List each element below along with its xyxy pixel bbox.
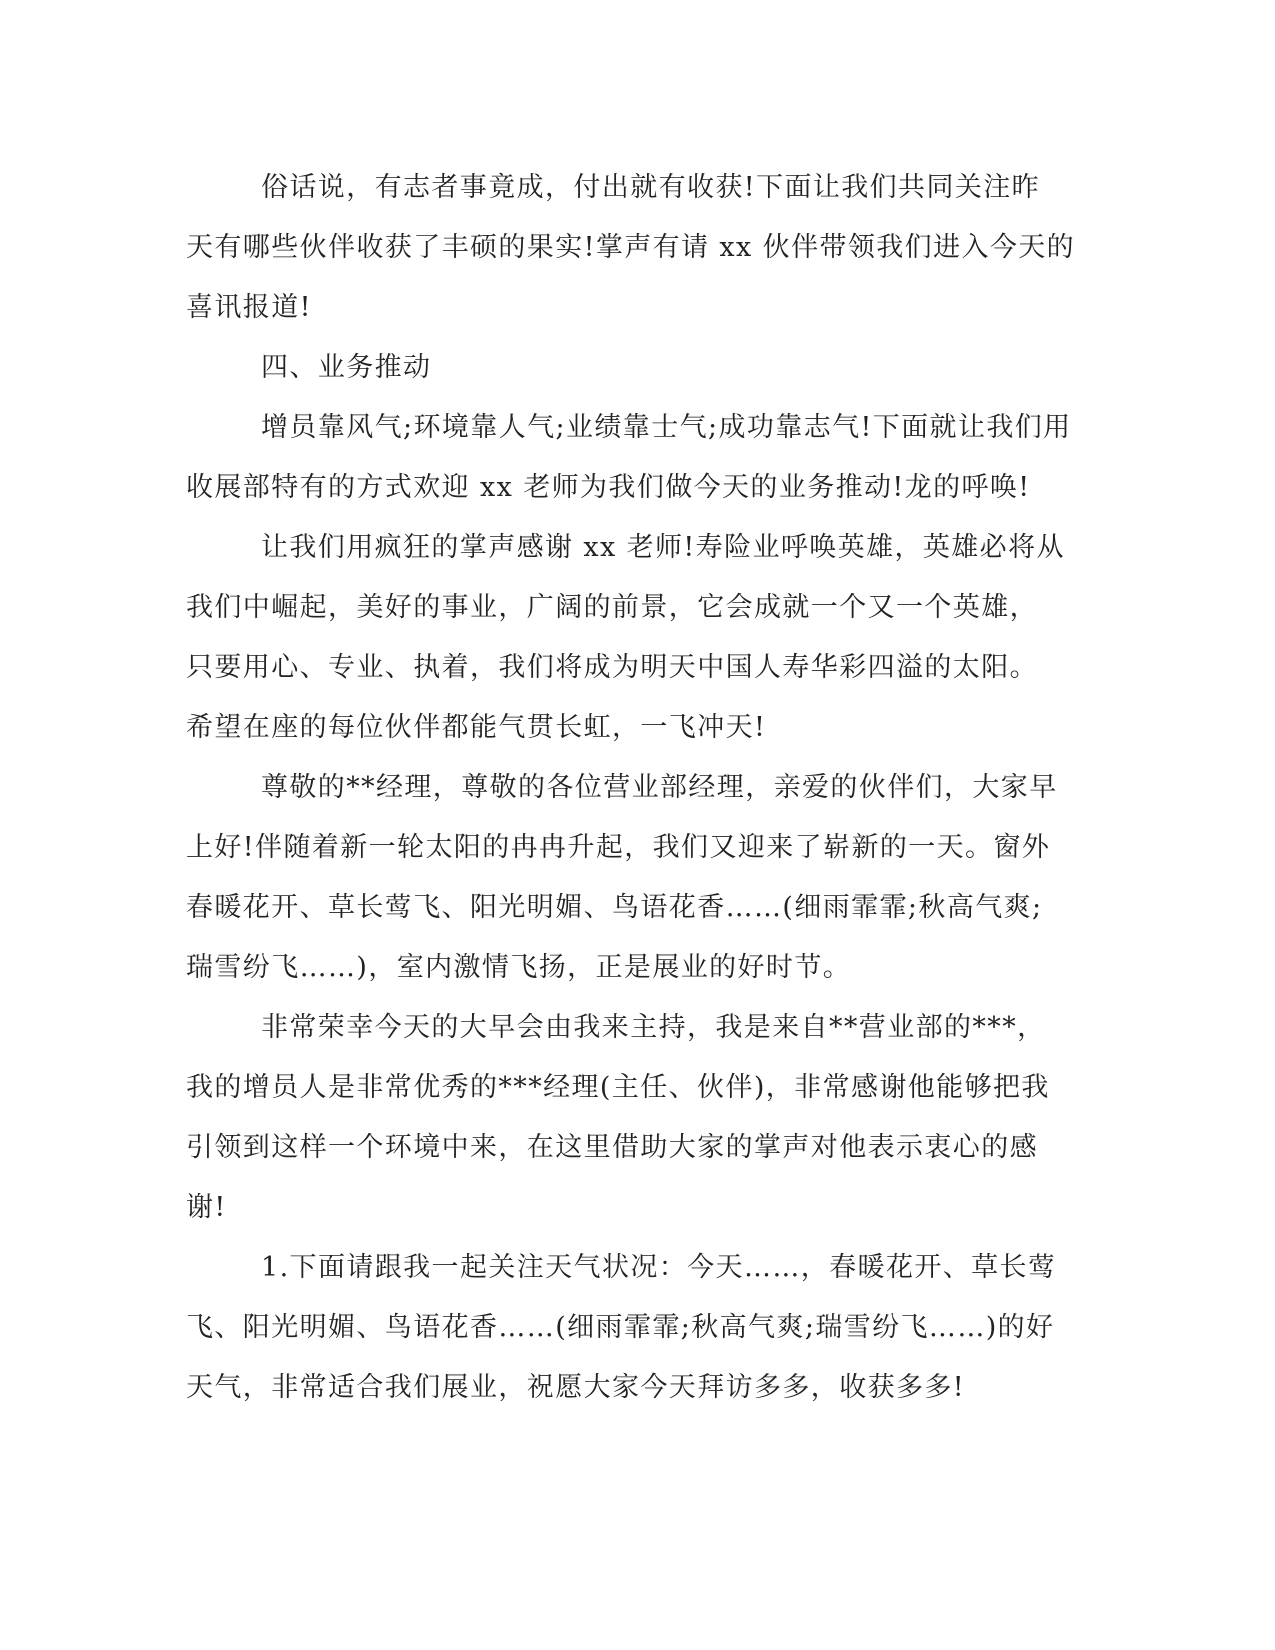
text-line: 天气，非常适合我们展业，祝愿大家今天拜访多多，收获多多! xyxy=(186,1372,966,1403)
text-line: 让我们用疯狂的掌声感谢 xx 老师!寿险业呼唤英雄，英雄必将从 xyxy=(261,532,1065,563)
paragraph-greeting xyxy=(186,758,1076,998)
text-line: 飞、阳光明媚、鸟语花香……(细雨霏霏;秋高气爽;瑞雪纷飞……)的好 xyxy=(186,1312,1055,1343)
text-line: 喜讯报道! xyxy=(186,292,312,323)
paragraph-thanks-teacher xyxy=(186,518,1076,758)
text-line: 天有哪些伙伴收获了丰硕的果实!掌声有请 xx 伙伴带领我们进入今天的 xyxy=(186,232,1076,263)
text-line: 我们中崛起，美好的事业，广阔的前景，它会成就一个又一个英雄， xyxy=(186,592,1038,623)
text-line: 俗话说，有志者事竟成，付出就有收获!下面让我们共同关注昨 xyxy=(261,172,1041,203)
text-line: 引领到这样一个环境中来，在这里借助大家的掌声对他表示衷心的感 xyxy=(186,1132,1038,1163)
paragraph-weather xyxy=(186,1238,1076,1418)
paragraph-business-push-intro xyxy=(186,398,1076,518)
section-heading: 四、业务推动 xyxy=(261,352,432,383)
text-line: 1.下面请跟我一起关注天气状况：今天……，春暖花开、草长莺 xyxy=(261,1252,1057,1283)
text-line: 增员靠风气;环境靠人气;业绩靠士气;成功靠志气!下面就让我们用 xyxy=(261,412,1072,443)
text-line: 谢! xyxy=(186,1192,227,1223)
document-body xyxy=(186,158,1076,1418)
text-line: 瑞雪纷飞……)，室内激情飞扬，正是展业的好时节。 xyxy=(186,952,852,983)
section-heading-business-push xyxy=(186,338,1076,398)
text-line: 上好!伴随着新一轮太阳的冉冉升起，我们又迎来了崭新的一天。窗外 xyxy=(186,832,1051,863)
text-line: 只要用心、专业、执着，我们将成为明天中国人寿华彩四溢的太阳。 xyxy=(186,652,1038,683)
paragraph-host-intro xyxy=(186,998,1076,1238)
text-line: 希望在座的每位伙伴都能气贯长虹，一飞冲天! xyxy=(186,712,767,743)
text-line: 非常荣幸今天的大早会由我来主持，我是来自**营业部的***， xyxy=(261,1012,1046,1043)
text-line: 尊敬的**经理，尊敬的各位营业部经理，亲爱的伙伴们，大家早 xyxy=(261,772,1058,803)
text-line: 我的增员人是非常优秀的***经理(主任、伙伴)，非常感谢他能够把我 xyxy=(186,1072,1050,1103)
text-line: 春暖花开、草长莺飞、阳光明媚、鸟语花香……(细雨霏霏;秋高气爽; xyxy=(186,892,1043,923)
paragraph-harvest-report xyxy=(186,158,1076,338)
text-line: 收展部特有的方式欢迎 xx 老师为我们做今天的业务推动!龙的呼唤! xyxy=(186,472,1031,503)
